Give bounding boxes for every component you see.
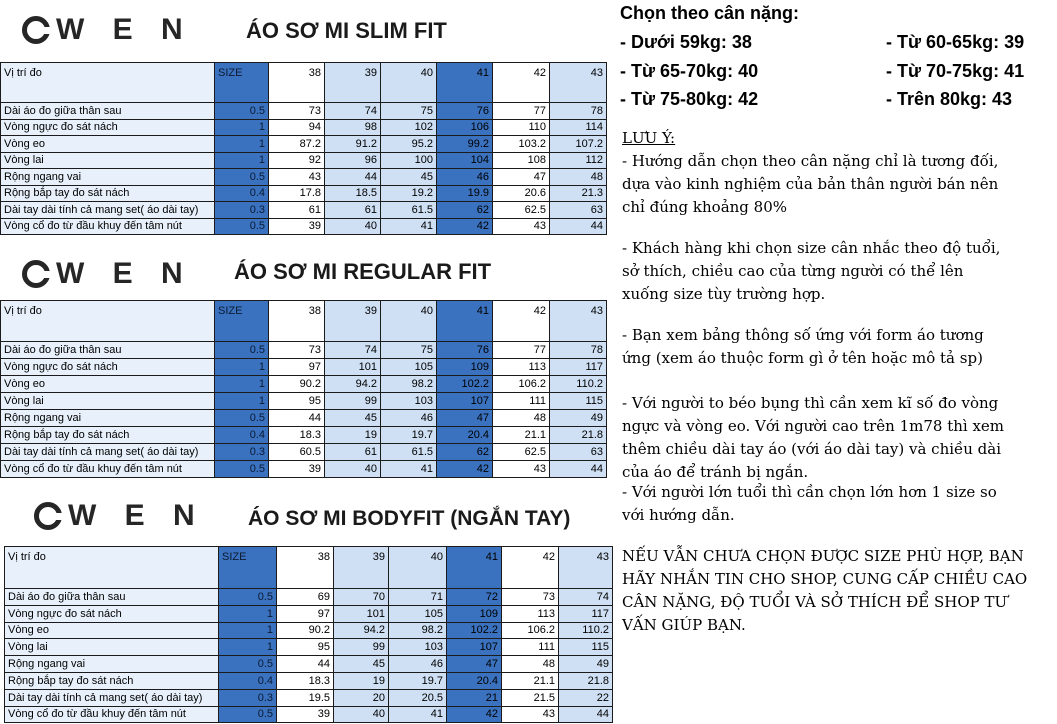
header-size-40: 40: [381, 301, 437, 342]
value-cell: 94: [269, 119, 325, 136]
value-cell: 110.2: [550, 376, 607, 393]
value-cell: 63: [550, 202, 607, 219]
size-step-cell: 0.5: [219, 656, 277, 673]
value-cell: 61: [269, 202, 325, 219]
header-size-40: 40: [381, 63, 437, 103]
header-size-38: 38: [269, 301, 325, 342]
table-row: [5, 656, 613, 673]
value-cell: 90.2: [269, 376, 325, 393]
measure-label: Rộng bắp tay đo sát nách: [1, 185, 215, 202]
value-cell: 104: [437, 152, 493, 169]
value-cell: 90.2: [277, 622, 334, 639]
value-cell: 107: [437, 393, 493, 410]
value-cell: 44: [325, 169, 381, 186]
measure-label: Dài tay dài tính cả mang set( áo dài tay): [5, 689, 219, 706]
value-cell: 19.7: [389, 672, 447, 689]
value-cell: 21.1: [502, 672, 559, 689]
value-cell: 48: [493, 410, 550, 427]
size-step-cell: 0.4: [215, 427, 269, 444]
value-cell: 111: [493, 393, 550, 410]
value-cell: 44: [550, 218, 607, 235]
value-cell: 74: [325, 103, 381, 120]
size-table: [0, 300, 607, 478]
value-cell: 45: [381, 169, 437, 186]
measure-label: Rộng bắp tay đo sát nách: [5, 672, 219, 689]
value-cell: 87.2: [269, 136, 325, 153]
value-cell: 101: [325, 359, 381, 376]
value-cell: 43: [269, 169, 325, 186]
measure-label: Vòng eo: [5, 622, 219, 639]
value-cell: 49: [559, 656, 613, 673]
value-cell: 21: [447, 689, 502, 706]
size-step-cell: 1: [219, 639, 277, 656]
value-cell: 99.2: [437, 136, 493, 153]
value-cell: 115: [550, 393, 607, 410]
weight-item: - Từ 75-80kg: 42: [620, 89, 759, 109]
value-cell: 95: [269, 393, 325, 410]
value-cell: 48: [550, 169, 607, 186]
header-label-cell: Vị trí đo: [1, 301, 215, 342]
header-label-cell: Vị trí đo: [5, 547, 219, 589]
table-title: ÁO SƠ MI SLIM FIT: [246, 18, 447, 43]
table-row: [1, 410, 607, 427]
value-cell: 40: [325, 218, 381, 235]
value-cell: 39: [269, 218, 325, 235]
measure-label: Rộng ngang vai: [1, 169, 215, 186]
value-cell: 113: [493, 359, 550, 376]
value-cell: 91.2: [325, 136, 381, 153]
value-cell: 109: [437, 359, 493, 376]
size-step-cell: 0.3: [215, 202, 269, 219]
value-cell: 74: [559, 589, 613, 606]
size-step-cell: 0.3: [215, 444, 269, 461]
header-size-41: 41: [447, 547, 502, 589]
value-cell: 40: [334, 706, 389, 723]
measure-label: Vòng eo: [1, 136, 215, 153]
table-row: [1, 119, 607, 136]
measure-label: Vòng lai: [5, 639, 219, 656]
value-cell: 62.5: [493, 444, 550, 461]
value-cell: 44: [277, 656, 334, 673]
value-cell: 108: [493, 152, 550, 169]
value-cell: 105: [381, 359, 437, 376]
value-cell: 73: [269, 103, 325, 120]
table-row: [1, 342, 607, 359]
table-row: [5, 622, 613, 639]
value-cell: 102.2: [437, 376, 493, 393]
value-cell: 46: [381, 410, 437, 427]
header-size-39: 39: [325, 63, 381, 103]
header-size-41: 41: [437, 301, 493, 342]
table-row: [1, 376, 607, 393]
value-cell: 99: [334, 639, 389, 656]
table-row: [1, 152, 607, 169]
value-cell: 43: [502, 706, 559, 723]
value-cell: 74: [325, 342, 381, 359]
weight-item: - Từ 60-65kg: 39: [886, 32, 1025, 52]
table-row: [1, 444, 607, 461]
table-title: ÁO SƠ MI BODYFIT (NGẮN TAY): [248, 507, 571, 530]
size-step-cell: 0.5: [215, 103, 269, 120]
value-cell: 49: [550, 410, 607, 427]
value-cell: 43: [493, 218, 550, 235]
value-cell: 18.3: [269, 427, 325, 444]
value-cell: 21.5: [502, 689, 559, 706]
value-cell: 17.8: [269, 185, 325, 202]
owen-logo: W E N: [22, 256, 193, 291]
value-cell: 63: [550, 444, 607, 461]
size-table: [4, 546, 613, 723]
value-cell: 69: [277, 589, 334, 606]
value-cell: 110.2: [559, 622, 613, 639]
value-cell: 62: [437, 444, 493, 461]
value-cell: 95: [277, 639, 334, 656]
owen-logo: W E N: [22, 12, 193, 47]
value-cell: 46: [437, 169, 493, 186]
value-cell: 105: [389, 605, 447, 622]
value-cell: 41: [381, 218, 437, 235]
value-cell: 98: [325, 119, 381, 136]
table-row: [5, 639, 613, 656]
measure-label: Vòng ngực đo sát nách: [1, 119, 215, 136]
value-cell: 40: [325, 461, 381, 478]
measure-label: Vòng lai: [1, 393, 215, 410]
value-cell: 41: [389, 706, 447, 723]
value-cell: 21.8: [550, 427, 607, 444]
measure-label: Dài áo đo giữa thân sau: [1, 342, 215, 359]
size-step-cell: 0.5: [215, 342, 269, 359]
value-cell: 111: [502, 639, 559, 656]
size-step-cell: 1: [215, 393, 269, 410]
value-cell: 95.2: [381, 136, 437, 153]
table-row: [1, 185, 607, 202]
value-cell: 77: [493, 342, 550, 359]
measure-label: Vòng ngực đo sát nách: [5, 605, 219, 622]
table-row: [1, 136, 607, 153]
value-cell: 61: [325, 202, 381, 219]
value-cell: 42: [437, 218, 493, 235]
slim-fit-block: [0, 0, 612, 244]
value-cell: 112: [550, 152, 607, 169]
value-cell: 106: [437, 119, 493, 136]
measure-label: Vòng cổ đo từ đầu khuy đến tâm nút: [1, 218, 215, 235]
measure-label: Dài áo đo giữa thân sau: [5, 589, 219, 606]
size-step-cell: 0.5: [215, 169, 269, 186]
value-cell: 107: [447, 639, 502, 656]
notes-heading: LƯU Ý:: [622, 129, 676, 147]
value-cell: 44: [550, 461, 607, 478]
header-size-cell: SIZE: [219, 547, 277, 589]
table-row: [5, 672, 613, 689]
header-size-39: 39: [325, 301, 381, 342]
value-cell: 21.3: [550, 185, 607, 202]
measure-label: Vòng ngực đo sát nách: [1, 359, 215, 376]
header-size-43: 43: [550, 63, 607, 103]
value-cell: 47: [437, 410, 493, 427]
value-cell: 60.5: [269, 444, 325, 461]
measure-label: Dài tay dài tính cả mang set( áo dài tay): [1, 444, 215, 461]
size-step-cell: 0.4: [215, 185, 269, 202]
value-cell: 19.9: [437, 185, 493, 202]
value-cell: 20.6: [493, 185, 550, 202]
table-header-row: [1, 301, 607, 342]
value-cell: 97: [269, 359, 325, 376]
value-cell: 109: [447, 605, 502, 622]
value-cell: 115: [559, 639, 613, 656]
value-cell: 100: [381, 152, 437, 169]
header-size-41: 41: [437, 63, 493, 103]
measure-label: Vòng eo: [1, 376, 215, 393]
owen-logo: W E N: [34, 498, 205, 533]
value-cell: 62: [437, 202, 493, 219]
table-row: [1, 393, 607, 410]
header-size-cell: SIZE: [215, 63, 269, 103]
value-cell: 61.5: [381, 202, 437, 219]
value-cell: 45: [334, 656, 389, 673]
note-item: - Khách hàng khi chọn size cân nhắc theo độ tuổi, sở thích, chiều cao của từng người có thể lên xuống size tùy trường hợp.: [622, 239, 1001, 303]
value-cell: 103: [381, 393, 437, 410]
weight-item: - Dưới 59kg: 38: [620, 32, 752, 52]
value-cell: 71: [389, 589, 447, 606]
value-cell: 76: [437, 342, 493, 359]
table-row: [1, 218, 607, 235]
size-step-cell: 0.5: [215, 218, 269, 235]
value-cell: 102.2: [447, 622, 502, 639]
value-cell: 106.2: [502, 622, 559, 639]
value-cell: 61: [325, 444, 381, 461]
size-step-cell: 1: [215, 152, 269, 169]
value-cell: 99: [325, 393, 381, 410]
size-step-cell: 1: [215, 136, 269, 153]
value-cell: 44: [559, 706, 613, 723]
value-cell: 117: [550, 359, 607, 376]
value-cell: 47: [493, 169, 550, 186]
table-row: [5, 689, 613, 706]
size-step-cell: 1: [215, 359, 269, 376]
value-cell: 20.4: [447, 672, 502, 689]
value-cell: 61.5: [381, 444, 437, 461]
measure-label: Rộng bắp tay đo sát nách: [1, 427, 215, 444]
measure-label: Vòng cổ đo từ đầu khuy đến tâm nút: [1, 461, 215, 478]
value-cell: 113: [502, 605, 559, 622]
weight-item: - Trên 80kg: 43: [886, 89, 1013, 109]
value-cell: 101: [334, 605, 389, 622]
value-cell: 97: [277, 605, 334, 622]
value-cell: 46: [389, 656, 447, 673]
size-step-cell: 0.5: [219, 706, 277, 723]
value-cell: 20.4: [437, 427, 493, 444]
size-step-cell: 0.5: [219, 589, 277, 606]
table-row: [1, 461, 607, 478]
weight-guide-title: Chọn theo cân nặng:: [620, 3, 799, 23]
value-cell: 106.2: [493, 376, 550, 393]
value-cell: 76: [437, 103, 493, 120]
size-step-cell: 0.4: [219, 672, 277, 689]
table-row: [1, 169, 607, 186]
value-cell: 73: [502, 589, 559, 606]
bodyfit-block: [0, 486, 616, 724]
value-cell: 114: [550, 119, 607, 136]
value-cell: 44: [269, 410, 325, 427]
closing-note: NẾU VẪN CHƯA CHỌN ĐƯỢC SIZE PHÙ HỢP, BẠN HÃY NHẮN TIN CHO SHOP, CUNG CẤP CHIỀU CAO CÂN NẶNG, ĐỘ TUỔI VÀ SỞ THÍCH ĐỂ SHOP TƯ VẤN GIÚP BẠN.: [622, 547, 1028, 634]
value-cell: 43: [493, 461, 550, 478]
value-cell: 42: [447, 706, 502, 723]
value-cell: 41: [381, 461, 437, 478]
value-cell: 45: [325, 410, 381, 427]
header-size-42: 42: [493, 63, 550, 103]
header-size-42: 42: [502, 547, 559, 589]
value-cell: 117: [559, 605, 613, 622]
header-size-43: 43: [550, 301, 607, 342]
value-cell: 73: [269, 342, 325, 359]
header-size-39: 39: [334, 547, 389, 589]
value-cell: 39: [277, 706, 334, 723]
value-cell: 75: [381, 342, 437, 359]
header-size-38: 38: [269, 63, 325, 103]
table-row: [1, 202, 607, 219]
size-step-cell: 0.5: [215, 410, 269, 427]
size-step-cell: 1: [219, 605, 277, 622]
header-size-42: 42: [493, 301, 550, 342]
header-size-38: 38: [277, 547, 334, 589]
value-cell: 20.5: [389, 689, 447, 706]
measure-label: Vòng cổ đo từ đầu khuy đến tâm nút: [5, 706, 219, 723]
value-cell: 22: [559, 689, 613, 706]
size-step-cell: 1: [215, 119, 269, 136]
note-item: - Hướng dẫn chọn theo cân nặng chỉ là tương đối, dựa vào kinh nghiệm của bản thân người bán nên chỉ đúng khoảng 80%: [622, 152, 999, 216]
value-cell: 102: [381, 119, 437, 136]
table-row: [5, 589, 613, 606]
regular-fit-block: [0, 246, 612, 482]
note-item: - Với người to béo bụng thì cần xem kĩ số đo vòng ngực và vòng eo. Với người cao trên 1m78 thì xem thêm chiều dài tay áo (với áo dài tay) và chiều dài của áo để tránh bị ngắn.: [622, 394, 1005, 481]
header-size-40: 40: [389, 547, 447, 589]
value-cell: 72: [447, 589, 502, 606]
value-cell: 103: [389, 639, 447, 656]
header-size-cell: SIZE: [215, 301, 269, 342]
value-cell: 21.1: [493, 427, 550, 444]
value-cell: 98.2: [389, 622, 447, 639]
weight-item: - Từ 65-70kg: 40: [620, 61, 759, 81]
weight-item: - Từ 70-75kg: 41: [886, 61, 1025, 81]
value-cell: 107.2: [550, 136, 607, 153]
value-cell: 103.2: [493, 136, 550, 153]
measure-label: Dài tay dài tính cả mang set( áo dài tay): [1, 202, 215, 219]
value-cell: 98.2: [381, 376, 437, 393]
value-cell: 39: [269, 461, 325, 478]
table-row: [5, 706, 613, 723]
table-row: [1, 359, 607, 376]
value-cell: 18.5: [325, 185, 381, 202]
value-cell: 78: [550, 342, 607, 359]
table-header-row: [1, 63, 607, 103]
size-table: [0, 62, 607, 235]
value-cell: 48: [502, 656, 559, 673]
note-item: - Bạn xem bảng thông số ứng với form áo tương ứng (xem áo thuộc form gì ở tên hoặc mô tả sp): [622, 326, 984, 367]
measure-label: Vòng lai: [1, 152, 215, 169]
value-cell: 70: [334, 589, 389, 606]
value-cell: 19.5: [277, 689, 334, 706]
value-cell: 96: [325, 152, 381, 169]
table-header-row: [5, 547, 613, 589]
value-cell: 20: [334, 689, 389, 706]
value-cell: 19: [325, 427, 381, 444]
value-cell: 47: [447, 656, 502, 673]
value-cell: 78: [550, 103, 607, 120]
measure-label: Rộng ngang vai: [5, 656, 219, 673]
measure-label: Rộng ngang vai: [1, 410, 215, 427]
header-size-43: 43: [559, 547, 613, 589]
value-cell: 21.8: [559, 672, 613, 689]
size-step-cell: 0.5: [215, 461, 269, 478]
value-cell: 19.2: [381, 185, 437, 202]
value-cell: 18.3: [277, 672, 334, 689]
value-cell: 94.2: [325, 376, 381, 393]
value-cell: 110: [493, 119, 550, 136]
table-title: ÁO SƠ MI REGULAR FIT: [234, 259, 492, 284]
value-cell: 75: [381, 103, 437, 120]
header-label-cell: Vị trí đo: [1, 63, 215, 103]
size-step-cell: 0.3: [219, 689, 277, 706]
value-cell: 77: [493, 103, 550, 120]
size-step-cell: 1: [219, 622, 277, 639]
size-step-cell: 1: [215, 376, 269, 393]
measure-label: Dài áo đo giữa thân sau: [1, 103, 215, 120]
value-cell: 19.7: [381, 427, 437, 444]
value-cell: 94.2: [334, 622, 389, 639]
table-row: [1, 427, 607, 444]
note-item: - Với người lớn tuổi thì cần chọn lớn hơn 1 size so với hướng dẫn.: [622, 483, 997, 524]
table-row: [5, 605, 613, 622]
value-cell: 19: [334, 672, 389, 689]
table-row: [1, 103, 607, 120]
value-cell: 42: [437, 461, 493, 478]
value-cell: 92: [269, 152, 325, 169]
value-cell: 62.5: [493, 202, 550, 219]
